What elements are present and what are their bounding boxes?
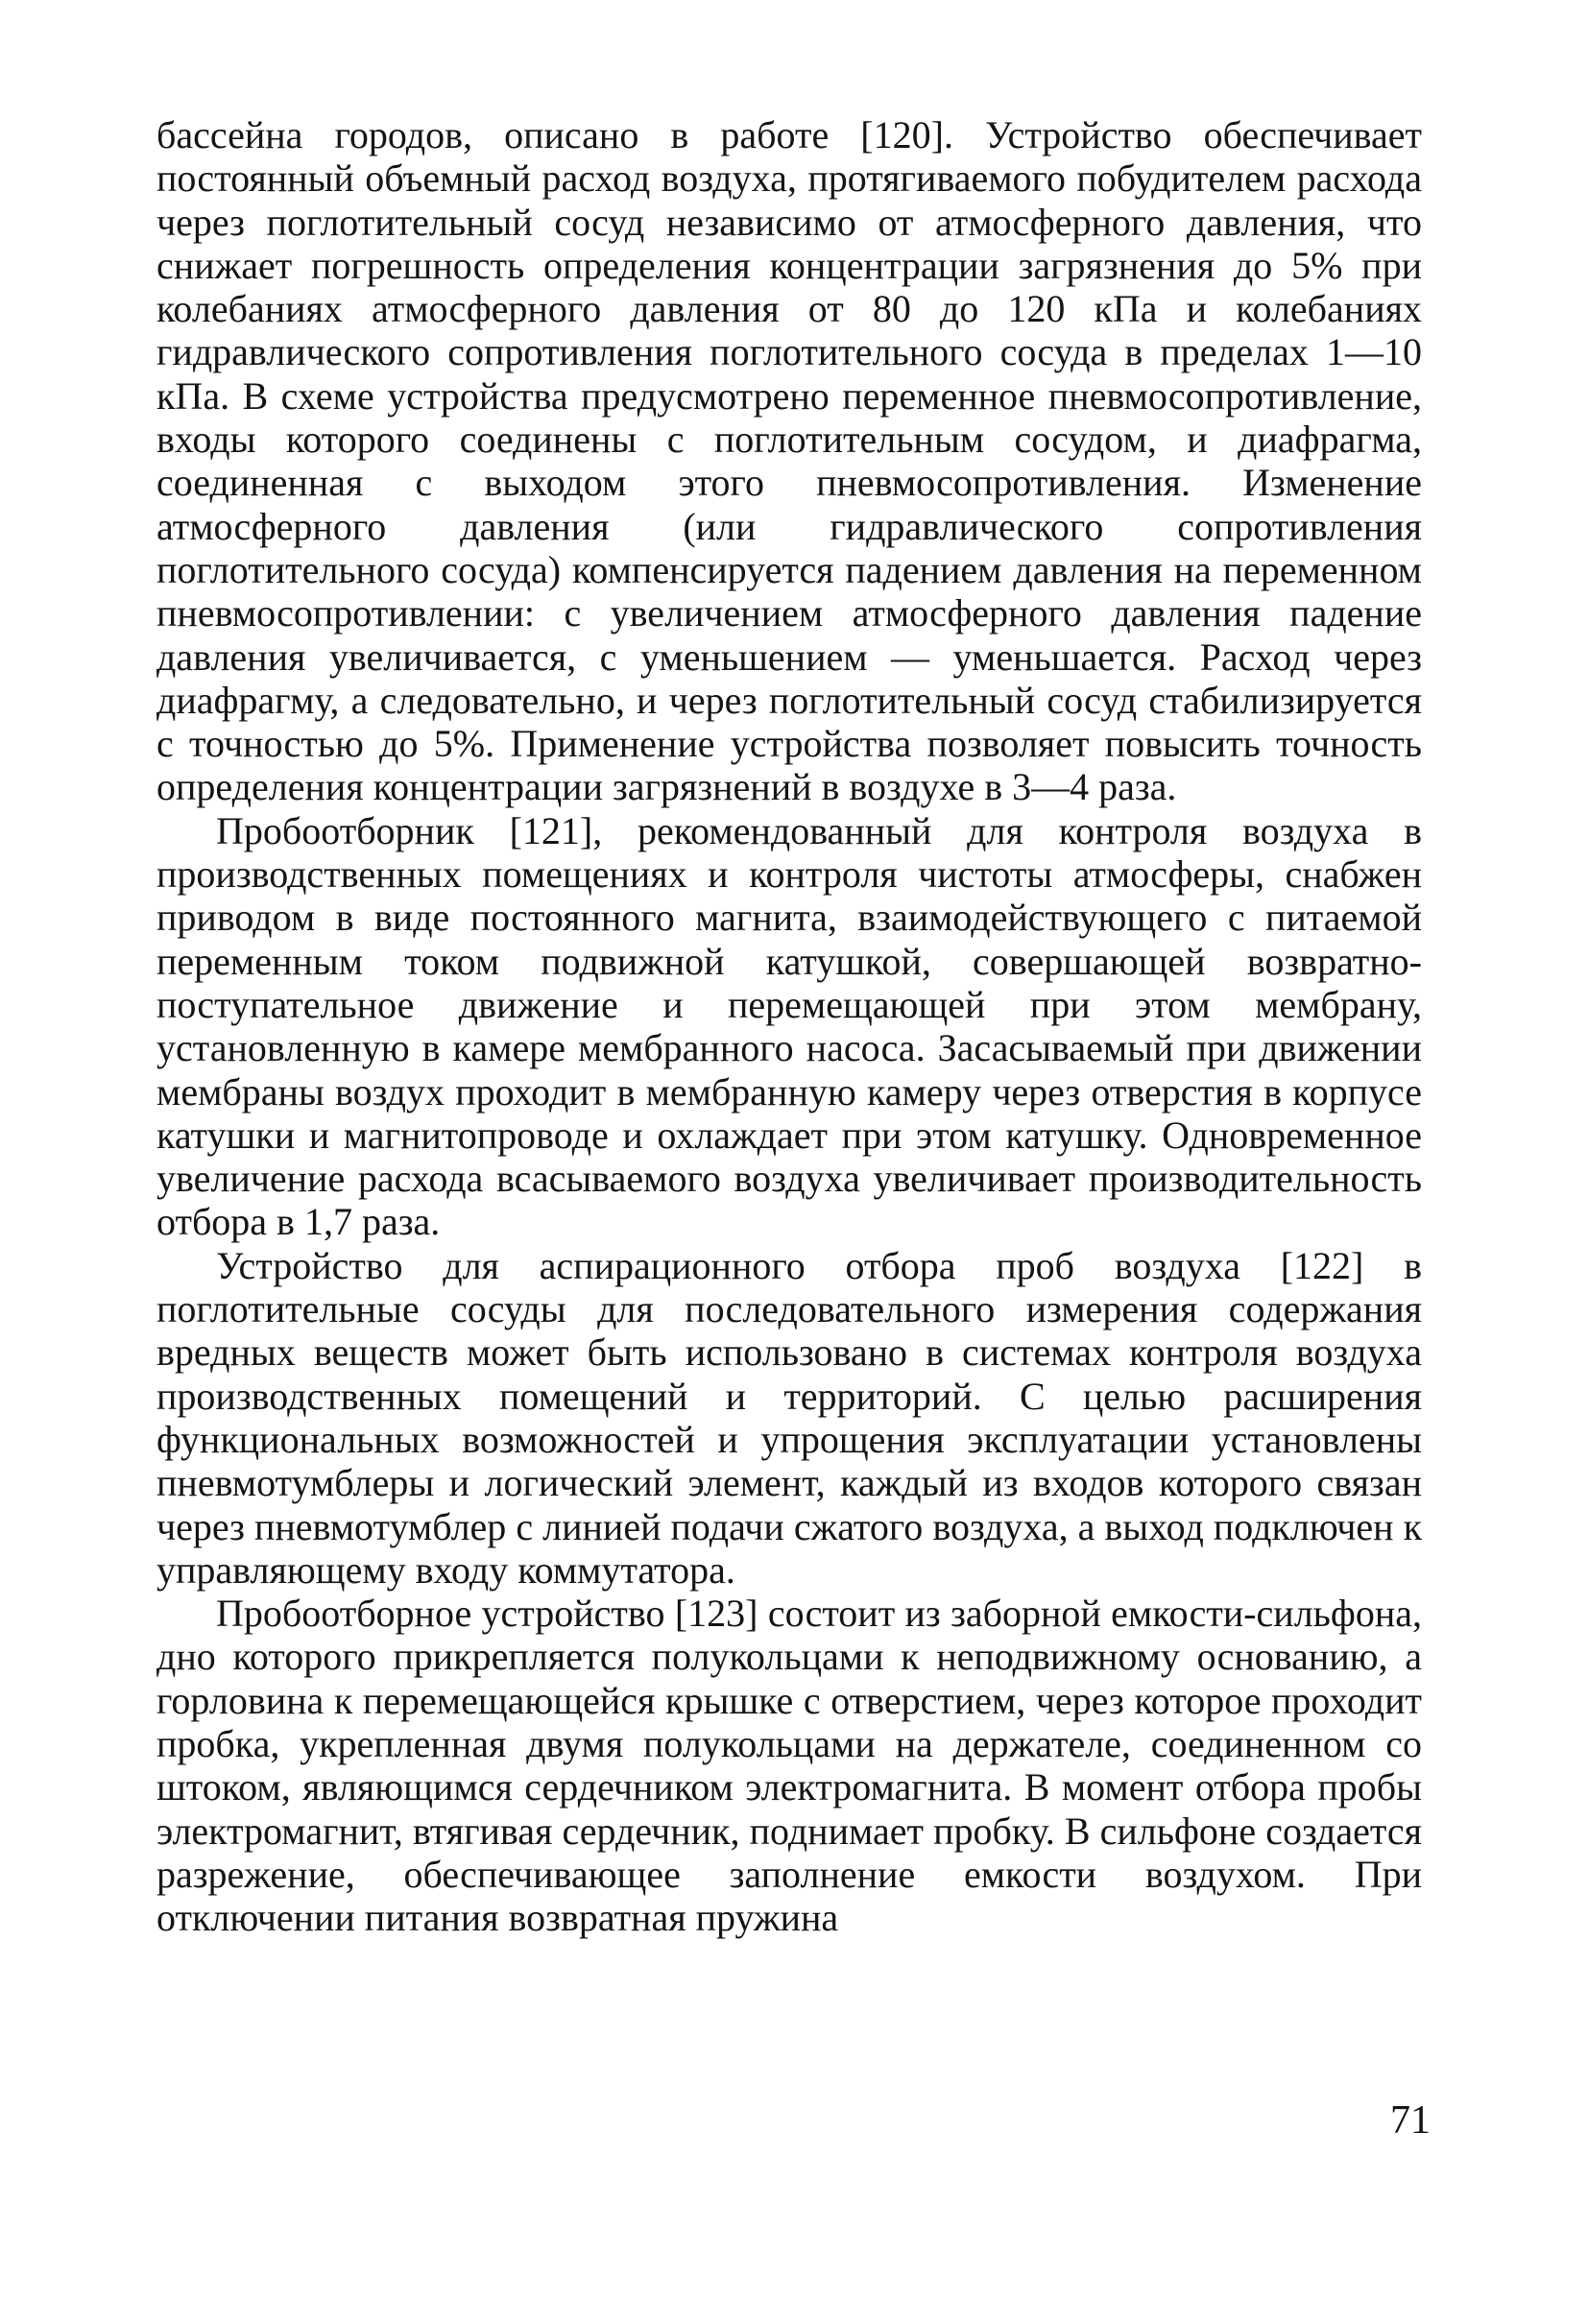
paragraph-sampler-121: Пробоотборник [121], рекомендованный для контроля воздуха в производственных помещениях и контроля чистоты атмосферы, снабжен приводом в виде постоянного магнита, взаимодействующего с питаемой переменным током подвижной катушкой, совершающей возвратно-поступательное движение и перемещающей при этом мембрану, установленную в камере мембранного насоса. Засасываемый при движении мембраны воздух проходит в мембранную камеру через отверстия в корпусе катушки и магнитопроводе и охлаждает при этом катушку. Одновременное увеличение расхода всасываемого воздуха увеличивает производительность отбора в 1,7 раза.	[156, 808, 1422, 1244]
page-body	[156, 113, 1422, 1939]
paragraph-aspirator-description: бассейна городов, описано в работе [120]. Устройство обеспечивает постоянный объемный расход воздуха, протягиваемого побудителем расхода через поглотительный сосуд независимо от атмосферного давления, что снижает погрешность определения концентрации загрязнения до 5% при колебаниях атмосферного давления от 80 до 120 кПа и колебаниях гидравлического сопротивления поглотительного сосуда в пределах 1—10 кПа. В схеме устройства предусмотрено переменное пневмосопротивление, входы которого соединены с поглотительным сосудом, и диафрагма, соединенная с выходом этого пневмосопротивления. Изменение атмосферного давления (или гидравлического сопротивления поглотительного сосуда) компенсируется падением давления на переменном пневмосопротивлении: с увеличением атмосферного давления падение давления увеличивается, с уменьшением — уменьшается. Расход через диафрагму, а следовательно, и через поглотительный сосуд стабилизируется с точностью до 5%. Применение устройства позволяет повысить точность определения концентрации загрязнений в воздухе в 3—4 раза.	[156, 113, 1422, 809]
page-number: 71	[1390, 2098, 1431, 2143]
paragraph-device-123: Пробоотборное устройство [123] состоит из заборной емкости-сильфона, дно которого прикрепляется полукольцами к неподвижному основанию, а горловина к перемещающейся крышке с отверстием, через которое проходит пробка, укрепленная двумя полукольцами на держателе, соединенном со штоком, являющимся сердечником электромагнита. В момент отбора пробы электромагнит, втягивая сердечник, поднимает пробку. В сильфоне создается разрежение, обеспечивающее заполнение емкости воздухом. При отключении питания возвратная пружина	[156, 1592, 1422, 1940]
paragraph-device-122: Устройство для аспирационного отбора проб воздуха [122] в поглотительные сосуды для последовательного измерения содержания вредных веществ может быть использовано в системах контроля воздуха производственных помещений и территорий. С целью расширения функциональных возможностей и упрощения эксплуатации установлены пневмотумблеры и логический элемент, каждый из входов которого связан через пневмотумблер с линией подачи сжатого воздуха, а выход подключен к управляющему входу коммутатора.	[156, 1243, 1422, 1592]
